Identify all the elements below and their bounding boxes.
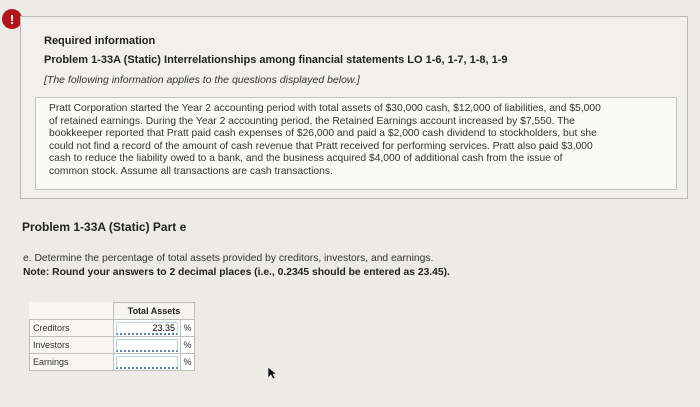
percent-sign: % xyxy=(181,320,195,337)
percent-sign: % xyxy=(181,337,195,354)
creditors-input[interactable] xyxy=(116,322,178,335)
investors-cell xyxy=(114,337,181,354)
percent-sign: % xyxy=(181,354,195,371)
question-instruction: e. Determine the percentage of total assets provided by creditors, investors, and earnings. xyxy=(23,253,434,264)
row-label-earnings: Earnings xyxy=(30,354,114,371)
earnings-input[interactable] xyxy=(116,356,178,369)
total-assets-header: Total Assets xyxy=(114,303,195,320)
creditors-cell xyxy=(114,320,181,337)
part-title: Problem 1-33A (Static) Part e xyxy=(22,220,187,234)
table-row xyxy=(30,354,195,371)
scenario-line: Pratt Corporation started the Year 2 accounting period with total assets of $30,000 cash, $12,000 of liabilities, and $5,000 xyxy=(49,103,601,114)
cursor-icon xyxy=(267,366,277,380)
problem-title: Problem 1-33A (Static) Interrelationships among financial statements LO 1-6, 1-7, 1-8, 1-9 xyxy=(44,54,508,66)
scenario-line: of retained earnings. During the Year 2 accounting period, the Retained Earnings account increased by $7,550. The xyxy=(49,115,575,127)
rounding-note: Note: Round your answers to 2 decimal places (i.e., 0.2345 should be entered as 23.45). xyxy=(23,267,450,278)
table-row xyxy=(30,320,195,337)
scenario-line: cash to reduce the liability owed to a bank, and the business acquired $4,000 of additional cash from the issue of xyxy=(49,153,563,165)
table-header-row xyxy=(30,303,195,320)
row-label-creditors: Creditors xyxy=(30,320,114,337)
table-row xyxy=(30,337,195,354)
alert-icon: ! xyxy=(2,9,22,29)
scenario-box xyxy=(35,97,677,190)
scenario-text xyxy=(49,103,665,179)
row-label-investors: Investors xyxy=(30,337,114,354)
scenario-line: common stock. Assume all transactions are cash transactions. xyxy=(49,165,333,177)
scenario-line: bookkeeper reported that Pratt paid cash expenses of $26,000 and paid a $2,000 cash dividend to stockholders, but she xyxy=(49,128,597,140)
required-info-heading: Required information xyxy=(44,35,156,47)
table-corner xyxy=(30,303,114,320)
applies-note: [The following information applies to the questions displayed below.] xyxy=(44,74,360,86)
investors-input[interactable] xyxy=(116,339,178,352)
scenario-line: could not find a record of the amount of cash revenue that Pratt received for performing services. Pratt also paid $3,000 xyxy=(49,140,593,152)
earnings-cell xyxy=(114,354,181,371)
required-information-panel xyxy=(20,16,688,199)
answer-table xyxy=(29,302,195,371)
